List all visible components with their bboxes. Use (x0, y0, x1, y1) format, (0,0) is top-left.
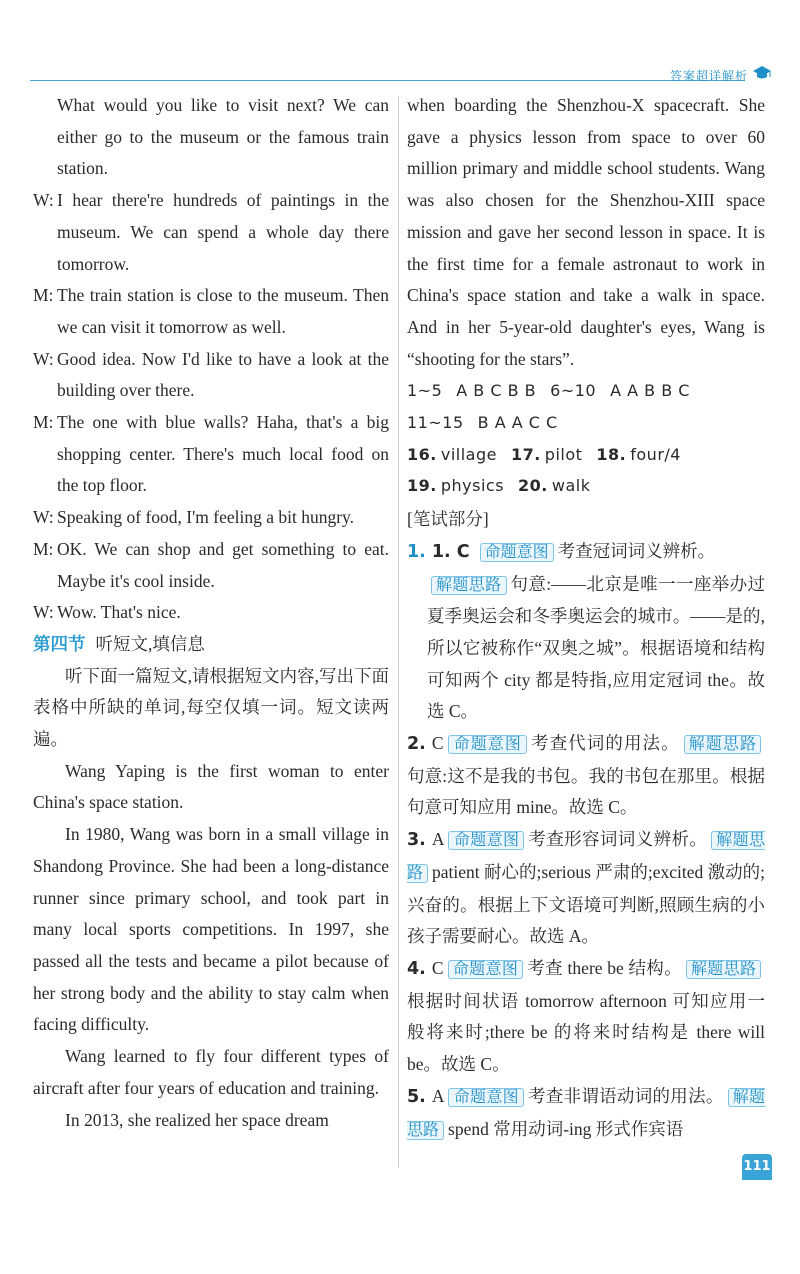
column-divider (398, 96, 399, 1168)
answer-row: 1~5 A B C B B 6~10 A A B B C (407, 381, 690, 401)
question-explanation: 3. A 命题意图 考查形容词词义辨析。 解题思路 patient 耐心的;serious 严肃的;excited 激动的;兴奋的。根据上下文语境可判断,照顾生病的小孩子需要耐心。故选 A。 (407, 829, 765, 947)
question-explanation: 4. C 命题意图 考查 there be 结构。 解题思路根据时间状语 tomorrow afternoon 可知应用一般将来时;there be 的将来时结构是 there will be。故选 C。 (407, 957, 765, 1075)
written-section-heading: [笔试部分] (407, 509, 489, 530)
question-explanation: 5. A 命题意图 考查非谓语动词的用法。 解题思路 spend 常用动词-ing 形式作宾语 (407, 1085, 765, 1139)
section-instruction: 听下面一篇短文,请根据短文内容,写出下面表格中所缺的单词,每空仅填一词。短文读两遍。 (33, 665, 389, 750)
dialogue-line: M: The one with blue walls? Haha, that's a big shopping center. There's much local food on the top floor. (33, 412, 389, 496)
left-column (33, 90, 389, 1136)
page-number: 111 (742, 1154, 772, 1180)
graduation-cap-icon (752, 64, 772, 82)
dialogue-line: W: I hear there're hundreds of paintings in the museum. We can spend a whole day there tomorrow. (33, 190, 389, 274)
dialogue-continuation: What would you like to visit next? We can either go to the museum or the famous train station. (57, 95, 389, 179)
header-label: 答案超详解析 (669, 69, 748, 83)
passage-continuation: when boarding the Shenzhou-X spacecraft. She gave a physics lesson from space to over 60 million primary and middle school students. Wang was also chosen for the Shenzhou-XIII space mission and gave her second lesson in space. It is the first time for a female astronaut to work in China's space station and take a walk in space. And in her 5-year-old daughter's eyes, Wang is “shooting for the stars”. (407, 95, 765, 369)
passage-paragraph: In 1980, Wang was born in a small village in Shandong Province. She had been a long-distance runner since primary school, and took part in many local sports competitions. In 1997, she passed all the tests and became a pilot because of her strong body and the ability to stay calm when facing difficulty. (33, 824, 389, 1035)
answer-row: 11~15 B A A C C (407, 413, 558, 433)
passage-paragraph: In 2013, she realized her space dream (65, 1109, 329, 1130)
question-explanation: 2. C 命题意图 考查代词的用法。 解题思路句意:这不是我的书包。我的书包在那里。根据句意可知应用 mine。故选 C。 (407, 733, 765, 818)
passage-paragraph: Wang Yaping is the first woman to enter China's space station. (33, 760, 389, 813)
question-explanation: 1. 1. C 命题意图 考查冠词词义辨析。 解题思路 句意:——北京是唯一一座举办过夏季奥运会和冬季奥运会的城市。——是的,所以它被称作“双奥之城”。根据语境和结构可知两个 city 都是特指,应用定冠词 the。故选 C。 (407, 540, 765, 722)
answer-row: 16. village 17. pilot 18. four/4 (407, 444, 681, 464)
dialogue-line: M: OK. We can shop and get something to eat. Maybe it's cool inside. (33, 538, 389, 591)
right-column (407, 90, 765, 1146)
answer-row: 19. physics 20. walk (407, 476, 591, 496)
dialogue-line: W: Wow. That's nice. (33, 602, 181, 623)
section-heading: 第四节 听短文,填信息 (33, 633, 205, 654)
dialogue-line: W: Speaking of food, I'm feeling a bit hungry. (33, 507, 355, 528)
passage-paragraph: Wang learned to fly four different types of aircraft after four years of education and training. (33, 1046, 389, 1098)
dialogue-line: M: The train station is close to the museum. Then we can visit it tomorrow as well. (33, 285, 389, 337)
dialogue-line: W: Good idea. Now I'd like to have a look at the building over there. (33, 348, 389, 401)
header-rule (30, 80, 745, 81)
